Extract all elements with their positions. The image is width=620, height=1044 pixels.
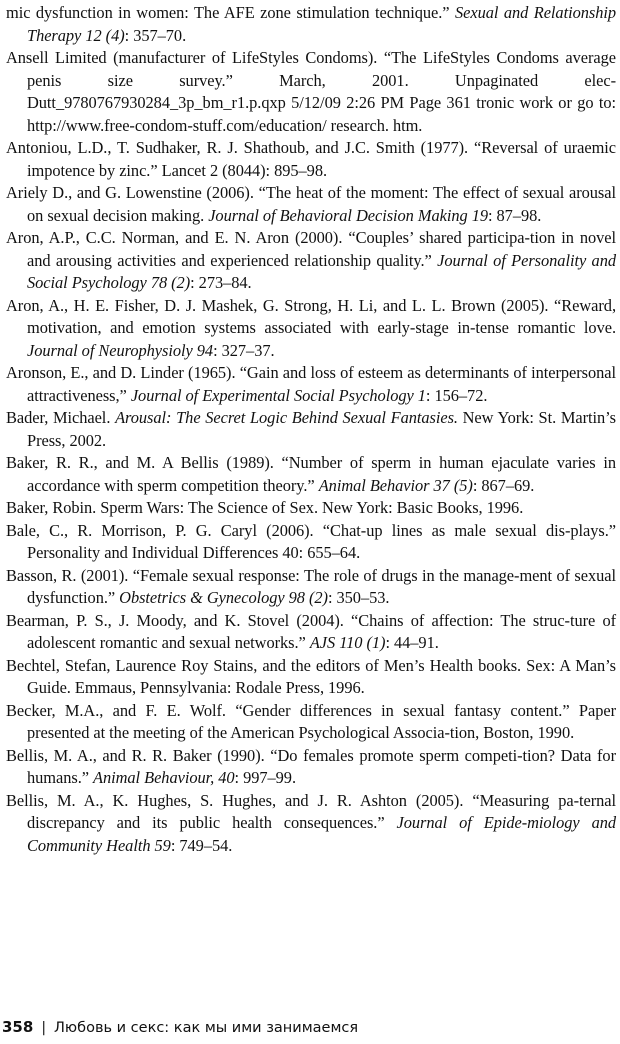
reference-italic-text: Arousal: The Secret Logic Behind Sexual Fantasies.	[115, 408, 458, 427]
reference-text: : 87–98.	[487, 205, 542, 225]
reference-text: Bader, Michael.	[6, 408, 116, 427]
reference-text: Aron, A., H. E. Fisher, D. J. Mashek, G. Strong, H. Li, and L. L. Brown (2005). “Reward, motivation, and emotion systems associated with early-stage in-tense romantic love.	[6, 295, 616, 337]
reference-entry	[6, 362, 616, 407]
reference-entry	[6, 452, 616, 497]
reference-italic-text: Obstetrics & Gynecology 98 (2)	[119, 588, 328, 607]
reference-text: mic dysfunction in women: The AFE zone stimulation technique.”	[6, 3, 455, 22]
reference-text: : 273–84.	[190, 273, 252, 292]
reference-text: Aronson, E., and D. Linder (1965). “Gain and loss of esteem as determinants of interpersonal attractiveness,”	[6, 363, 616, 405]
reference-entry	[6, 520, 616, 565]
reference-entry	[6, 137, 616, 182]
reference-text: Aron, A.P., C.C. Norman, and E. N. Aron (2000). “Couples’ shared participa-tion in novel and arousing activities and experienced relationship quality.”	[6, 228, 616, 270]
bibliography-list	[6, 2, 616, 857]
reference-entry	[6, 790, 616, 858]
reference-text: : 997–99.	[234, 768, 296, 787]
reference-text: Becker, M.A., and F. E. Wolf. “Gender differences in sexual fantasy content.” Paper presented at the meeting of the American Psychological Associa-tion, Boston, 1990.	[6, 700, 616, 742]
reference-text: Basson, R. (2001). “Female sexual response: The role of drugs in the manage-ment of sexual dysfunction.”	[6, 565, 616, 607]
reference-text: : 44–91.	[385, 633, 439, 652]
reference-entry	[6, 182, 616, 227]
reference-entry	[6, 295, 616, 363]
reference-text: Baker, Robin. Sperm Wars: The Science of Sex. New York: Basic Books, 1996.	[6, 498, 524, 517]
reference-entry	[6, 227, 616, 295]
reference-text: : 357–70.	[124, 25, 187, 45]
page-number: 358	[2, 1018, 34, 1036]
page-footer	[2, 1018, 358, 1036]
footer-separator: |	[41, 1020, 47, 1036]
reference-entry	[6, 610, 616, 655]
reference-text: : 350–53.	[327, 588, 390, 607]
reference-italic-text: Journal of Epide-miology and Community Health 59	[27, 813, 616, 855]
reference-text: Antoniou, L.D., T. Sudhaker, R. J. Shathoub, and J.C. Smith (1977). “Reversal of uraemic impotence by zinc.” Lancet 2 (8044): 895–98.	[6, 138, 616, 180]
reference-text: Ansell Limited (manufacturer of LifeStyles Condoms). “The LifeStyles Condoms average penis size survey.” March, 2001. Unpaginated elec-Dutt_9780767930284_3p_bm_r1.p.qxp 5/12/09 2:26 PM Page 361 tronic work or go to: http://www.free-condom-stuff.com/education/ research. htm.	[6, 48, 616, 135]
reference-italic-text: AJS 110 (1)	[309, 633, 386, 652]
reference-italic-text: Journal of Personality and Social Psychology 78 (2)	[27, 250, 616, 292]
reference-text: Bechtel, Stefan, Laurence Roy Stains, and the editors of Men’s Health books. Sex: A Man’s Guide. Emmaus, Pennsylvania: Rodale Press, 1996.	[6, 655, 616, 697]
reference-text: : 156–72.	[425, 385, 488, 405]
reference-text: Bellis, M. A., K. Hughes, S. Hughes, and J. R. Ashton (2005). “Measuring pa-ternal discrepancy and its public health consequences.”	[6, 790, 616, 832]
reference-entry	[6, 497, 616, 520]
reference-text: Bearman, P. S., J. Moody, and K. Stovel (2004). “Chains of affection: The struc-ture of adolescent romantic and sexual networks.”	[6, 610, 616, 652]
reference-text: Baker, R. R., and M. A Bellis (1989). “Number of sperm in human ejaculate varies in accordance with sperm competition theory.”	[6, 453, 616, 495]
reference-text: : 749–54.	[170, 835, 233, 855]
running-book-title: Любовь и секс: как мы ими занимаемся	[54, 1020, 359, 1036]
reference-entry	[6, 407, 616, 452]
reference-entry	[6, 47, 616, 137]
reference-text: : 867–69.	[472, 475, 535, 495]
reference-italic-text: Journal of Experimental Social Psychology 1	[130, 385, 426, 405]
reference-italic-text: Journal of Behavioral Decision Making 19	[208, 205, 488, 225]
reference-italic-text: Sexual and Relationship Therapy 12 (4)	[27, 3, 616, 45]
reference-entry	[6, 700, 616, 745]
reference-text: : 327–37.	[213, 340, 275, 360]
reference-text: Bale, C., R. Morrison, P. G. Caryl (2006). “Chat-up lines as male sexual dis-plays.” Personality and Individual Differences 40: 655–64.	[6, 520, 616, 562]
reference-italic-text: Journal of Neurophysioly 94	[27, 340, 214, 360]
reference-text: New York: St. Martin’s Press, 2002.	[27, 408, 616, 450]
reference-italic-text: Animal Behavior 37 (5)	[318, 475, 473, 495]
reference-text: Ariely D., and G. Lowenstine (2006). “The heat of the moment: The effect of sexual arousal on sexual decision making.	[6, 183, 616, 225]
reference-entry	[6, 2, 616, 47]
reference-entry	[6, 565, 616, 610]
reference-italic-text: Animal Behaviour, 40	[93, 768, 235, 787]
reference-text: Bellis, M. A., and R. R. Baker (1990). “Do females promote sperm competi-tion? Data for humans.”	[6, 745, 616, 787]
reference-entry	[6, 745, 616, 790]
reference-entry	[6, 655, 616, 700]
